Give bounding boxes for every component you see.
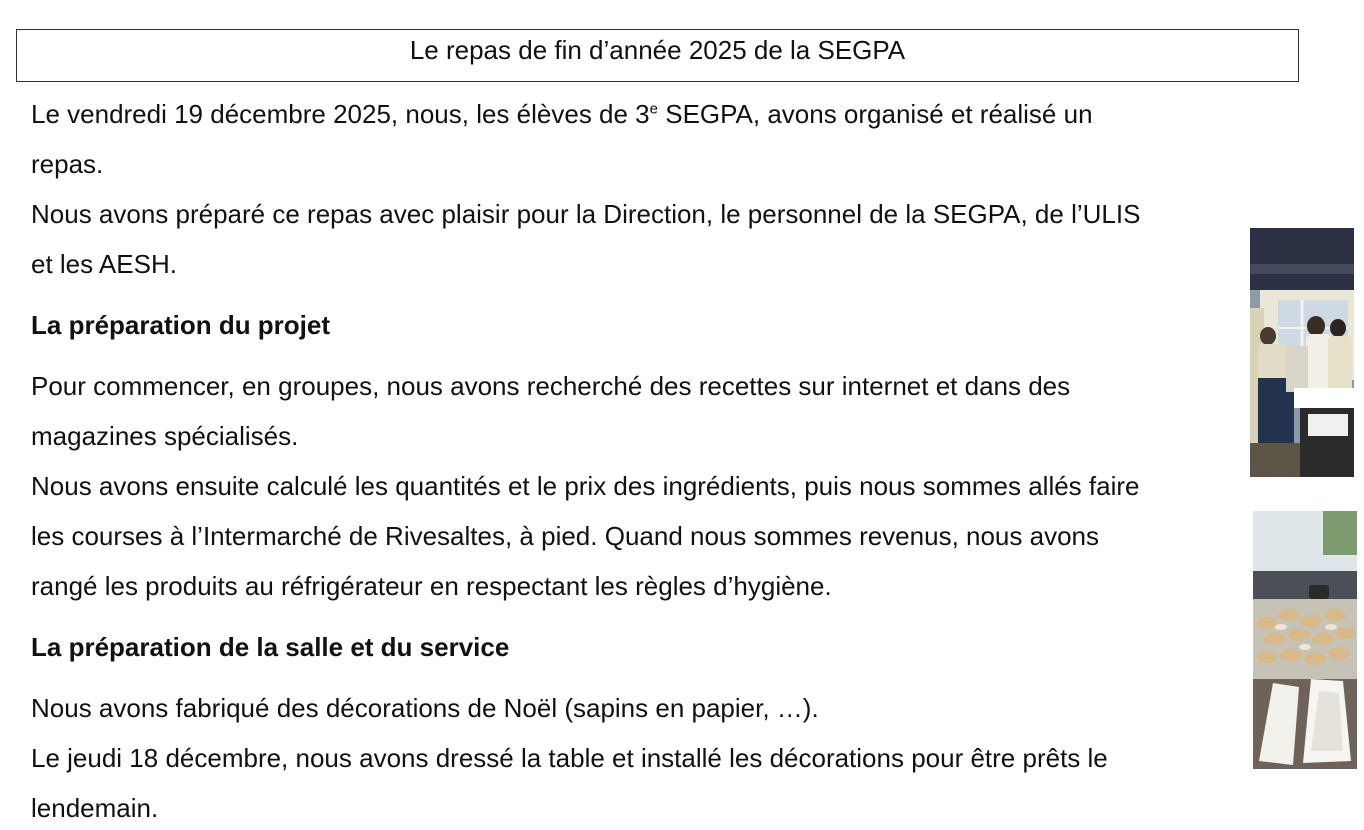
kitchen-students-photo bbox=[1250, 228, 1354, 477]
service-line-1: Nous avons fabriqué des décorations de Noël (sapins en papier, …). bbox=[31, 693, 819, 723]
intro-line-1 bbox=[31, 98, 1093, 130]
intro-line-1-end: SEGPA, avons organisé et réalisé un bbox=[658, 99, 1093, 129]
project-line-2: magazines spécialisés. bbox=[31, 421, 299, 451]
service-line-2: Le jeudi 18 décembre, nous avons dressé la table et installé les décorations pour être prêts le bbox=[31, 743, 1108, 773]
pastries-tray-image bbox=[1253, 511, 1357, 769]
section-heading-project: La préparation du projet bbox=[31, 310, 331, 340]
project-line-4: les courses à l’Intermarché de Rivesaltes, à pied. Quand nous sommes revenus, nous avons bbox=[31, 521, 1099, 551]
section-heading-service: La préparation de la salle et du service bbox=[31, 632, 510, 662]
intro-line-1-superscript: e bbox=[649, 100, 658, 118]
intro-line-3: Nous avons préparé ce repas avec plaisir pour la Direction, le personnel de la SEGPA, de l’ULIS bbox=[31, 199, 1141, 229]
project-line-5: rangé les produits au réfrigérateur en respectant les règles d’hygiène. bbox=[31, 571, 832, 601]
intro-line-4: et les AESH. bbox=[31, 249, 177, 279]
pastries-tray-photo bbox=[1253, 511, 1357, 769]
intro-line-1-start: Le vendredi 19 décembre 2025, nous, les élèves de 3 bbox=[31, 99, 650, 129]
kitchen-students-image bbox=[1250, 228, 1354, 477]
intro-line-2: repas. bbox=[31, 149, 104, 179]
document-title: Le repas de fin d’année 2025 de la SEGPA bbox=[16, 29, 1299, 82]
service-line-3: lendemain. bbox=[31, 793, 159, 823]
project-line-3: Nous avons ensuite calculé les quantités et le prix des ingrédients, puis nous sommes allés faire bbox=[31, 471, 1140, 501]
project-line-1: Pour commencer, en groupes, nous avons recherché des recettes sur internet et dans des bbox=[31, 371, 1071, 401]
